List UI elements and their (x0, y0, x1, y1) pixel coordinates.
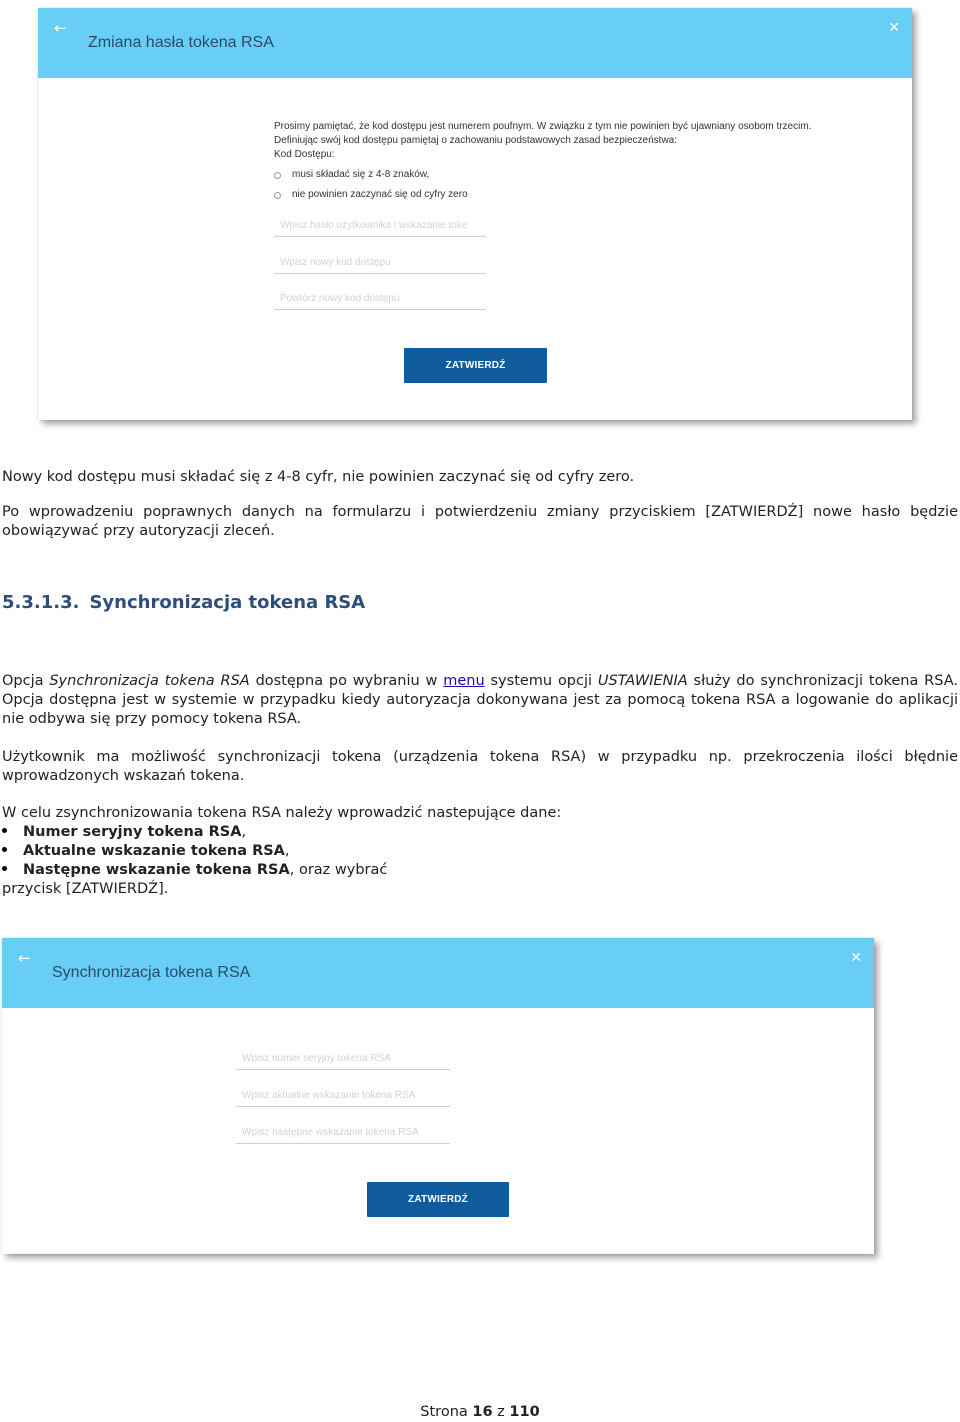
section-title: Synchronizacja tokena RSA (89, 592, 366, 613)
serial-number-input[interactable] (236, 1048, 450, 1070)
page-footer: Strona 16 z 110 (420, 1404, 540, 1420)
token-sync-screenshot (2, 938, 874, 1254)
section-number: 5.3.1.3. (2, 592, 80, 613)
paragraph-option-description: Opcja Synchronizacja tokena RSA dostępna po wybraniu w menu systemu opcji USTAWIENIA służy do synchronizacji tokena RSA. Opcja dostępna jest w systemie w przypadku kiedy autoryzacja dokonywana jest za pomocą tokena RSA a logowanie do aplikacji nie odbywa się przy pomocy tokena RSA. (2, 673, 958, 727)
close-icon[interactable]: ✕ (888, 20, 900, 36)
section-heading (2, 592, 365, 613)
code-rules-list (274, 168, 834, 208)
close-icon[interactable]: ✕ (850, 950, 862, 966)
modal-header (2, 938, 874, 1008)
modal-title: Synchronizacja tokena RSA (52, 964, 251, 981)
circle-bullet-icon (274, 172, 281, 179)
paragraph-confirm-button: przycisk [ZATWIERDŹ]. (2, 881, 169, 897)
list-item: Numer seryjny tokena RSA, (2, 823, 387, 842)
code-rule: musi składać się z 4-8 znaków, (274, 168, 834, 188)
paragraph-code-rule: Nowy kod dostępu musi składać się z 4-8 cyfr, nie powinien zaczynać się od cyfry zero. (2, 469, 635, 485)
confirm-button[interactable]: ZATWIERDŹ (404, 348, 547, 383)
notice-line: Prosimy pamiętać, że kod dostępu jest numerem poufnym. W związku z tym nie powinien być ujawniany osobom trzecim. (274, 121, 812, 132)
arrow-left-icon[interactable]: ← (54, 19, 67, 37)
paragraph-after-confirm: Po wprowadzeniu poprawnych danych na formularzu i potwierdzeniu zmiany przyciskiem [ZATWIERDŹ] nowe hasło będzie obowiązywać przy autoryzacji zleceń. (2, 504, 958, 539)
list-item: Następne wskazanie tokena RSA, oraz wybrać (2, 861, 387, 880)
circle-bullet-icon (274, 192, 281, 199)
new-code-input[interactable] (274, 252, 486, 274)
notice-line: Kod Dostępu: (274, 149, 335, 160)
arrow-left-icon[interactable]: ← (18, 949, 31, 967)
current-reading-input[interactable] (236, 1085, 450, 1107)
paragraph-sync-purpose: Użytkownik ma możliwość synchronizacji tokena (urządzenia tokena RSA) w przypadku np. przekroczenia ilości błędnie wprowadzonych wskazań tokena. (2, 749, 958, 784)
menu-link[interactable]: menu (443, 673, 485, 689)
confirm-button[interactable]: ZATWIERDŹ (367, 1182, 509, 1217)
security-notice (274, 120, 834, 208)
modal-header (38, 8, 912, 78)
password-change-screenshot (38, 8, 912, 420)
code-rule: nie powinien zaczynać się od cyfry zero (274, 188, 834, 208)
modal-title: Zmiana hasła tokena RSA (88, 34, 274, 51)
page-total: 110 (509, 1404, 540, 1420)
paragraph-sync-intro: W celu zsynchronizowania tokena RSA należy wprowadzić nastepujące dane: (2, 805, 562, 821)
notice-line: Definiując swój kod dostępu pamiętaj o zachowaniu podstawowych zasad bezpieczeństwa: (274, 135, 678, 146)
repeat-code-input[interactable] (274, 288, 486, 310)
page-number: 16 (472, 1404, 493, 1420)
list-item: Aktualne wskazanie tokena RSA, (2, 842, 387, 861)
required-data-list (2, 823, 387, 880)
next-reading-input[interactable] (236, 1122, 450, 1144)
current-code-input[interactable] (274, 215, 486, 237)
